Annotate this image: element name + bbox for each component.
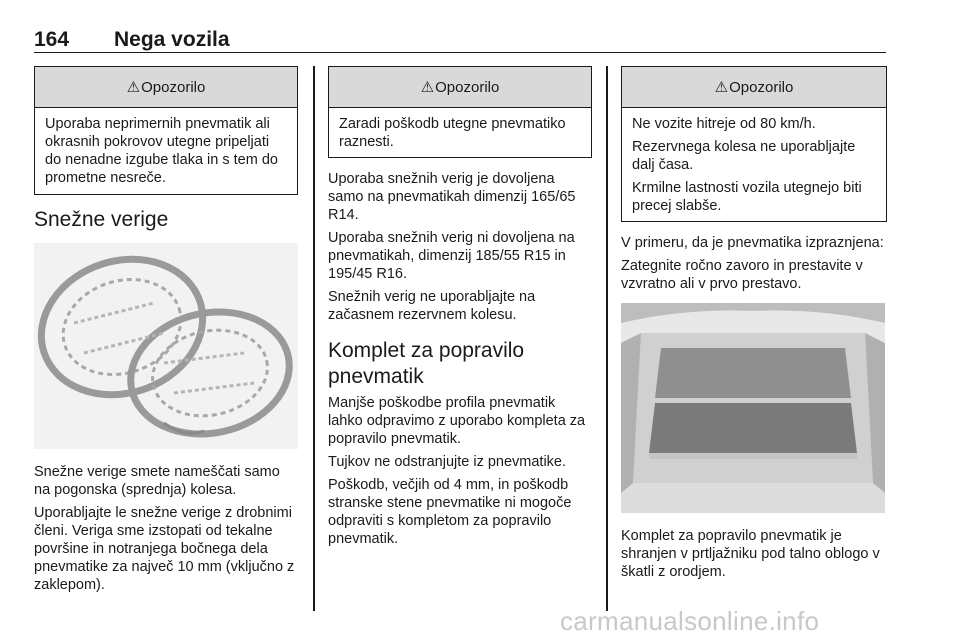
page-title: Nega vozila — [114, 28, 230, 51]
watermark: carmanualsonline.info — [560, 606, 820, 636]
paragraph: Snežne verige smete nameščati samo na pogonska (sprednja) kolesa. — [34, 464, 280, 498]
image-caption: Komplet za popravilo pnevmatik je shranjen v prtljažniku pod talno oblogo v škatli z orodjem. — [621, 528, 880, 580]
warning-header — [622, 67, 886, 108]
paragraph: Uporabljajte le snežne verige z drobnimi členi. Veriga sme izstopati od tekalne površine in notranjega bočnega dela pnevmatike za največ 10 mm (vključno z zaklepom). — [34, 505, 295, 593]
section-heading-line: pnevmatik — [328, 365, 424, 388]
warning-text: Zaradi poškodb utegne pnevmatiko raznesti. — [339, 116, 566, 150]
paragraph: Zategnite ročno zavoro in prestavite v vzvratno ali v prvo prestavo. — [621, 258, 863, 292]
warning-title: Opozorilo — [435, 78, 500, 96]
section-heading — [328, 338, 592, 390]
warning-header — [329, 67, 591, 108]
warning-header — [35, 67, 297, 108]
warning-box — [34, 66, 298, 195]
snow-chains-icon — [34, 243, 298, 449]
paragraph: Uporaba snežnih verig ni dovoljena na pnevmatikah, dimenzij 185/55 R15 in 195/45 R16. — [328, 230, 575, 282]
paragraph: V primeru, da je pnevmatika izpraznjena: — [621, 235, 884, 251]
warning-body — [329, 108, 591, 159]
warning-triangle-icon: ⚠ — [714, 79, 729, 96]
warning-body — [622, 108, 886, 223]
warning-item: Rezervnega kolesa ne uporabljajte dalj časa. — [632, 139, 856, 173]
column-divider — [313, 66, 315, 611]
paragraph: Manjše poškodbe profila pnevmatik lahko odpravimo z uporabo kompleta za popravilo pnevmatik. — [328, 395, 586, 447]
snow-chains-illustration — [34, 243, 298, 449]
column-1 — [34, 66, 298, 599]
warning-triangle-icon: ⚠ — [420, 79, 435, 96]
warning-title: Opozorilo — [729, 78, 794, 96]
column-divider — [606, 66, 608, 611]
warning-body — [35, 108, 297, 195]
paragraph: Snežnih verig ne uporabljajte na začasnem rezervnem kolesu. — [328, 289, 536, 323]
column-2 — [328, 66, 592, 553]
page-number: 164 — [34, 28, 70, 51]
warning-triangle-icon: ⚠ — [126, 79, 141, 96]
trunk-photo — [621, 303, 885, 513]
section-heading-line: Komplet za popravilo — [328, 339, 525, 362]
paragraph: Uporaba snežnih verig je dovoljena samo na pnevmatikah dimenzij 165/65 R14. — [328, 171, 576, 223]
warning-item: Ne vozite hitreje od 80 km/h. — [632, 116, 816, 132]
warning-text: Uporaba neprimernih pnevmatik ali okrasnih pokrovov utegne pripeljati do nenadne izgube tlaka in s tem do prometne nesreče. — [45, 116, 278, 186]
column-3 — [621, 66, 887, 586]
warning-item: Krmilne lastnosti vozila utegnejo biti precej slabše. — [632, 180, 862, 214]
warning-box — [621, 66, 887, 222]
warning-box — [328, 66, 592, 158]
section-heading: Snežne verige — [34, 208, 169, 231]
page-header — [34, 22, 886, 53]
car-trunk-icon — [621, 303, 885, 513]
warning-title: Opozorilo — [141, 78, 206, 96]
paragraph: Poškodb, večjih od 4 mm, in poškodb stranske stene pnevmatike ni mogoče odpraviti s kompletom za popravilo pnevmatik. — [328, 477, 572, 547]
paragraph: Tujkov ne odstranjujte iz pnevmatike. — [328, 454, 567, 470]
